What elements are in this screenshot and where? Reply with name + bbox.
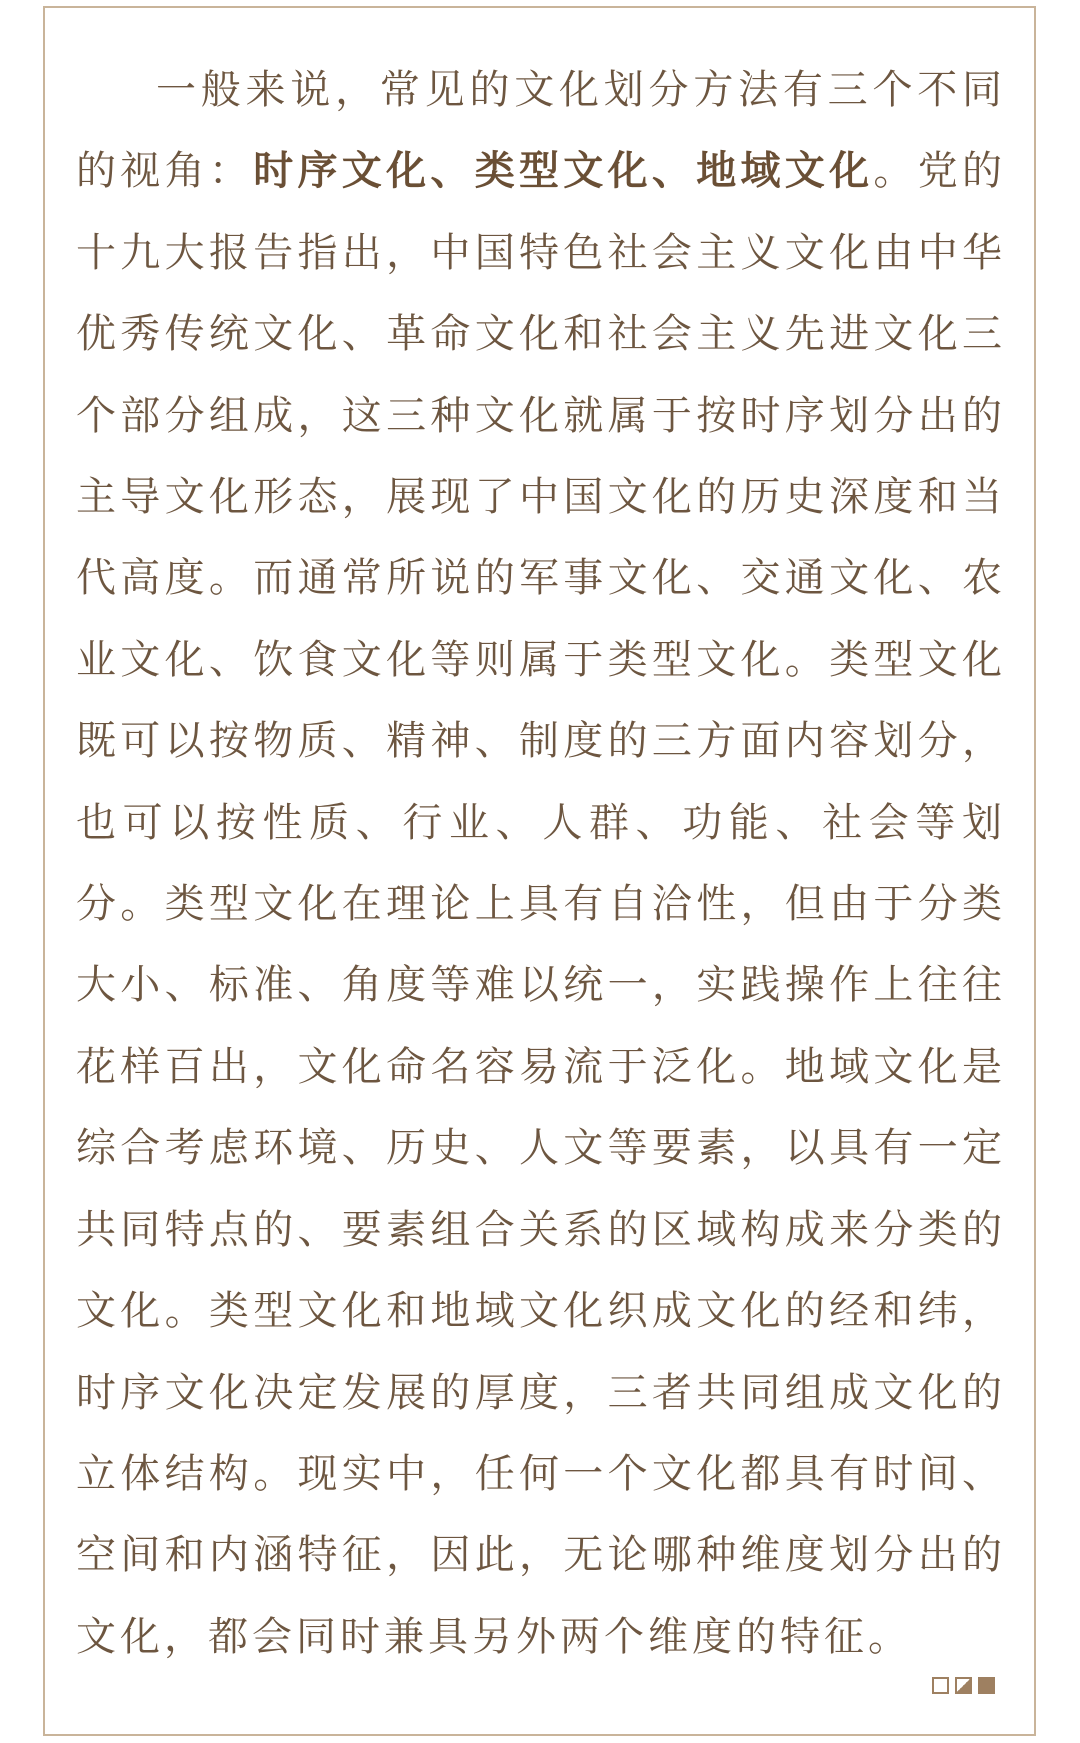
article-paragraph — [76, 50, 1006, 1678]
square-half-icon — [955, 1677, 972, 1694]
article-text-body: 。党的十九大报告指出，中国特色社会主义文化由中华优秀传统文化、革命文化和社会主义先进文化三个部分组成，这三种文化就属于按时序划分出的主导文化形态，展现了中国文化的历史深度和当代高度。而通常所说的军事文化、交通文化、农业文化、饮食文化等则属于类型文化。类型文化既可以按物质、精神、制度的三方面内容划分，也可以按性质、行业、人群、功能、社会等划分。类型文化在理论上具有自洽性，但由于分类大小、标准、角度等难以统一，实践操作上往往花样百出，文化命名容易流于泛化。地域文化是综合考虑环境、历史、人文等要素，以具有一定共同特点的、要素组合关系的区域构成来分类的文化。类型文化和地域文化织成文化的经和纬，时序文化决定发展的厚度，三者共同组成文化的立体结构。现实中，任何一个文化都具有时间、空间和内涵特征，因此，无论哪种维度划分出的文化，都会同时兼具另外两个维度的特征。 — [76, 148, 1007, 1660]
square-filled-icon — [978, 1677, 995, 1694]
article-bold-terms: 时序文化、类型文化、地域文化 — [253, 148, 874, 195]
article-text-intro: 一般来说，常见的文化划分方法有三个不同的视角： — [76, 67, 1006, 195]
square-outline-icon — [932, 1677, 949, 1694]
corner-decoration — [932, 1677, 995, 1694]
